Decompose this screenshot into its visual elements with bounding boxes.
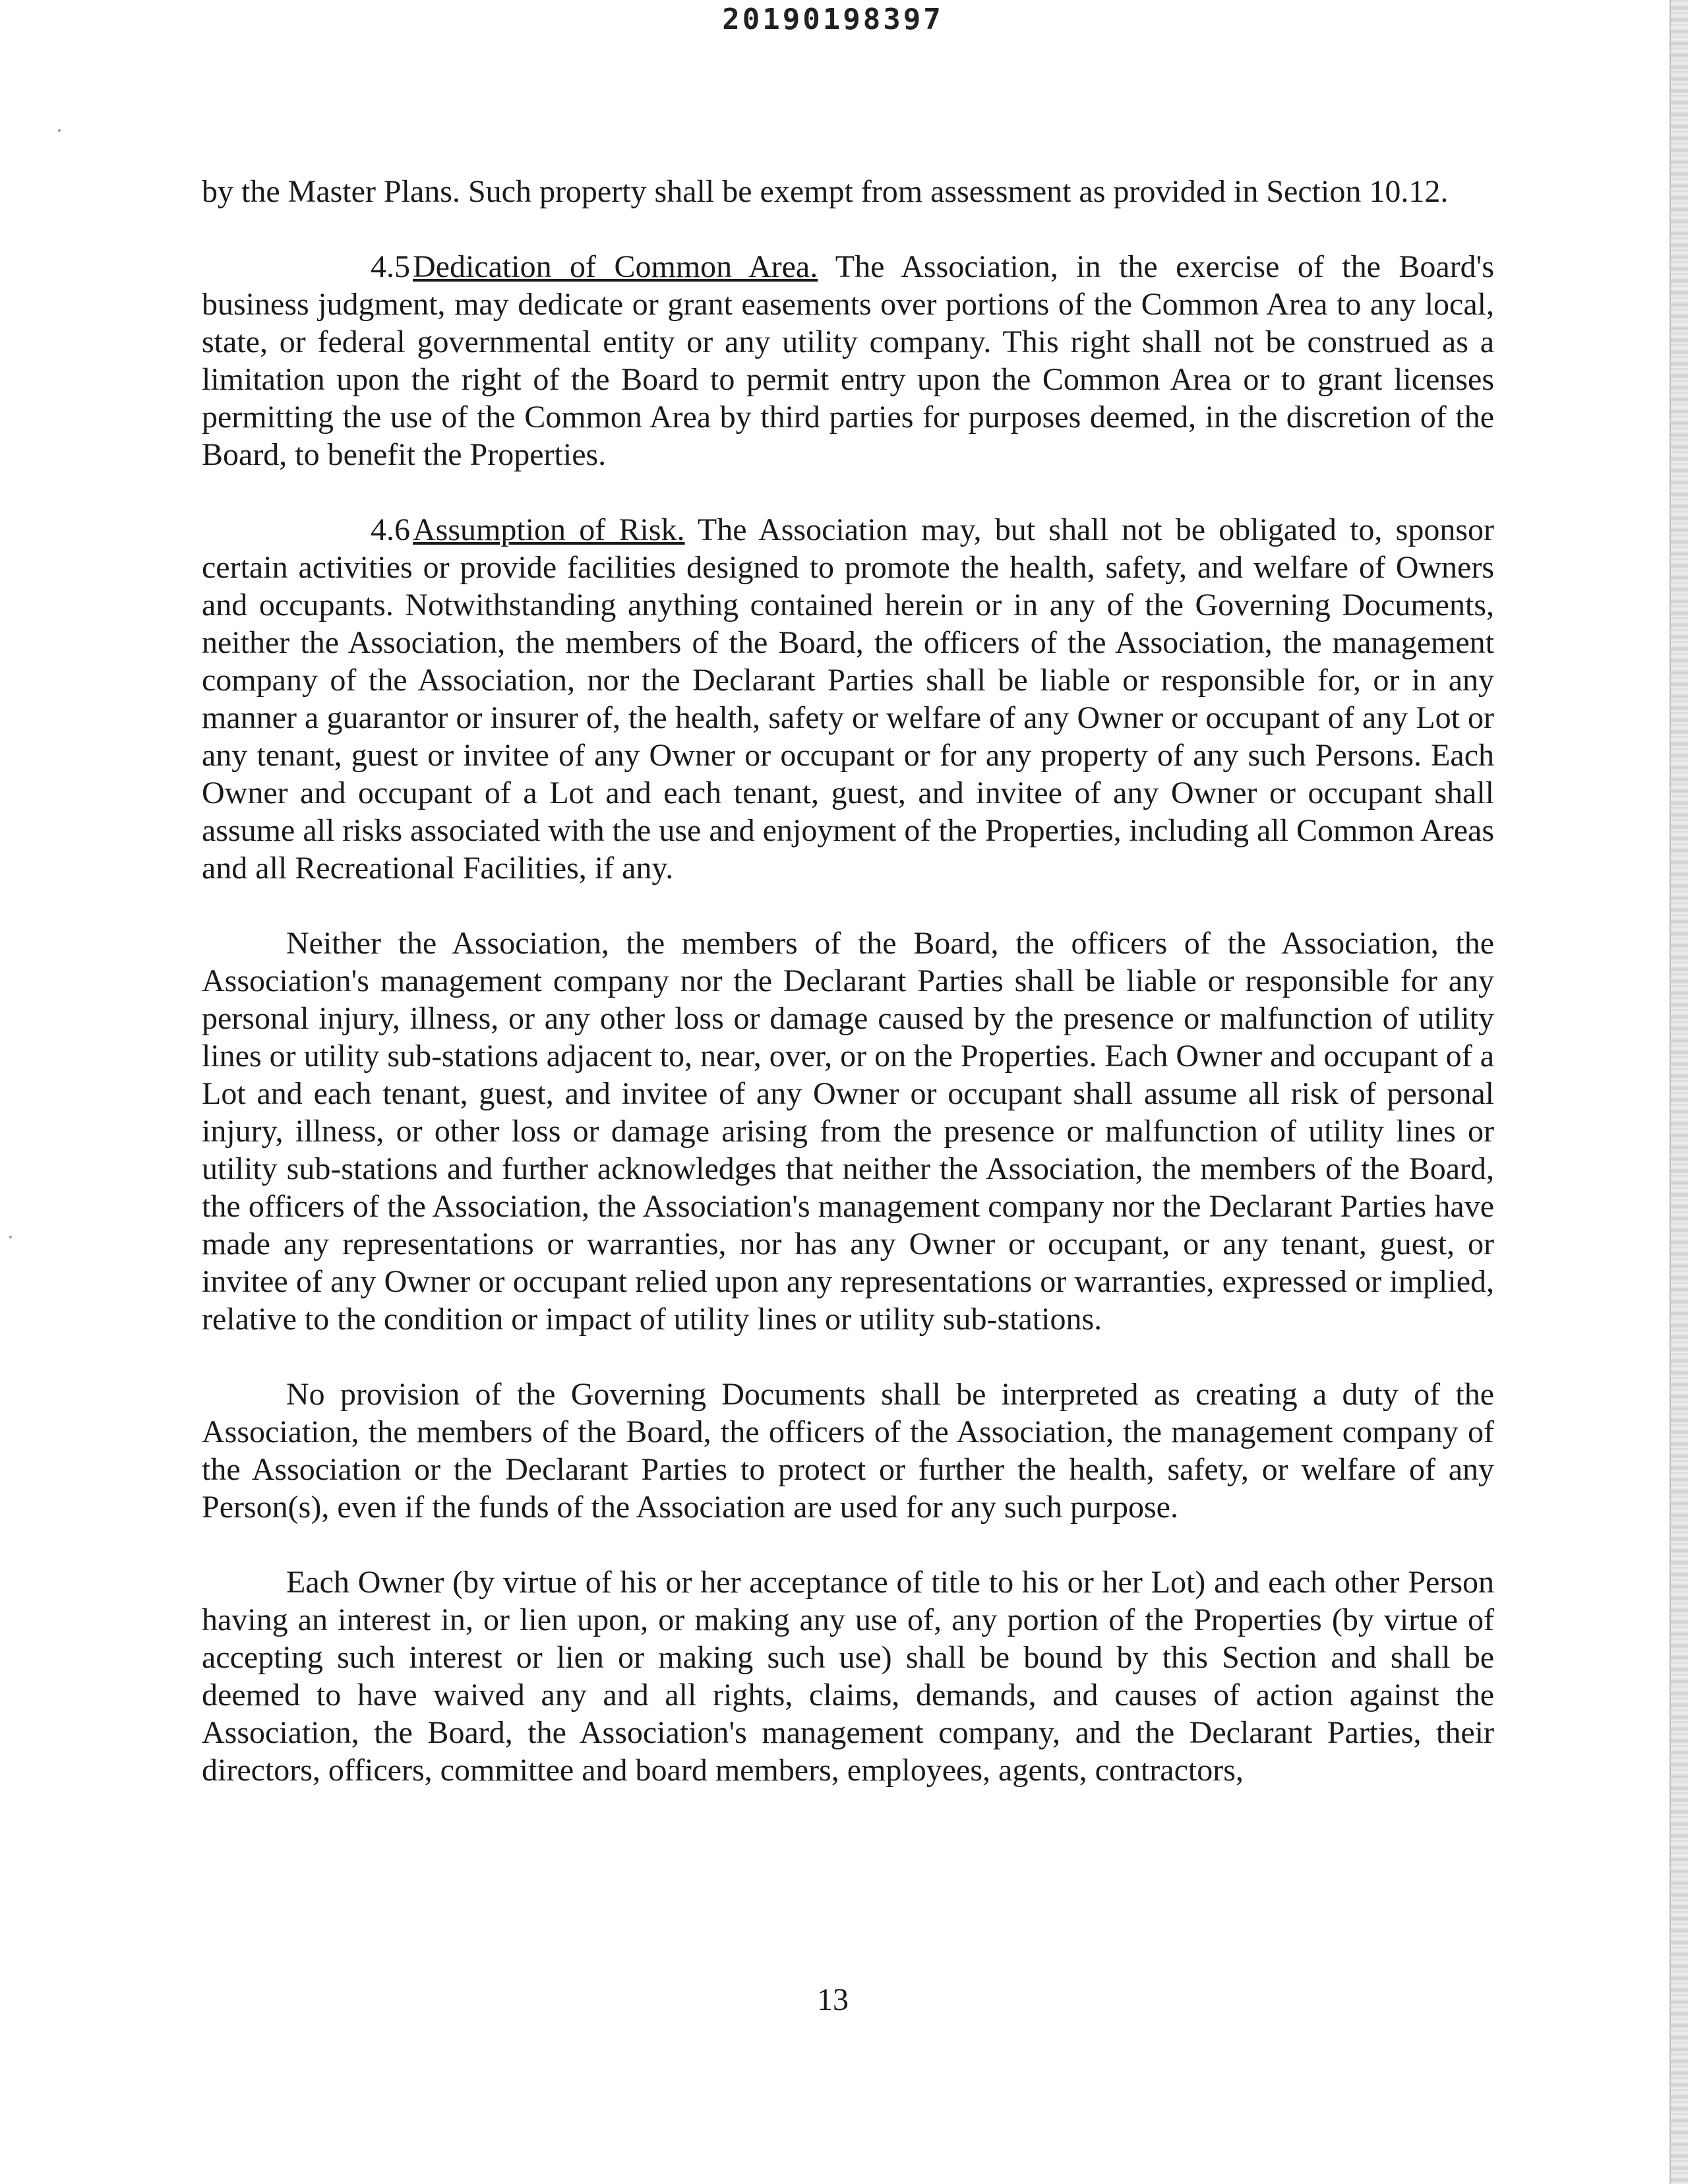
paragraph-text: Neither the Association, the members of the Board, the officers of the Association, the Association's management company nor the Declarant Parties shall be liable or responsible for any personal injury, illness, or any other loss or damage caused by the presence or malfunction of utility lines or utility sub-stations adjacent to, near, over, or on the Properties. Each Owner and occupant of a Lot and each tenant, guest, and invitee of any Owner or occupant shall assume all risk of personal injury, illness, or other loss or damage arising from the presence or malfunction of utility lines or utility sub-stations and further acknowledges that neither the Association, the members of the Board, the officers of the Association, the Association's management company nor the Declarant Parties have made any representations or warranties, nor has any Owner or occupant, or any tenant, guest, or invitee of any Owner or occupant relied upon any representations or warranties, expressed or implied, relative to the condition or impact of utility lines or utility sub-stations. bbox=[202, 926, 1494, 1337]
section-text: The Association may, but shall not be obligated to, sponsor certain activities or provide facilities designed to promote the health, safety, and welfare of Owners and occupants. Notwithstanding anything contained herein or in any of the Governing Documents, neither the Association, the members of the Board, the officers of the Association, the management company of the Association, nor the Declarant Parties shall be liable or responsible for, or in any manner a guarantor or insurer of, the health, safety or welfare of any Owner or occupant of any Lot or any tenant, guest or invitee of any Owner or occupant or for any property of any such Persons. Each Owner and occupant of a Lot and each tenant, guest, and invitee of any Owner or occupant shall assume all risks associated with the use and enjoyment of the Properties, including all Common Areas and all Recreational Facilities, if any. bbox=[202, 512, 1495, 886]
page-number: 13 bbox=[817, 1982, 849, 2017]
document-body bbox=[202, 173, 1494, 1827]
paragraph-text: by the Master Plans. Such property shall be exempt from assessment as provided in Section 10.12. bbox=[202, 174, 1449, 209]
paragraph-text: Each Owner (by virtue of his or her acceptance of title to his or her Lot) and each other Person having an interest in, or lien upon, or making any use of, any portion of the Properties (by virtue of accepting such interest or lien or making such use) shall be bound by this Section and shall be deemed to have waived any and all rights, claims, demands, and causes of action against the Association, the Board, the Association's management company, and the Declarant Parties, their directors, officers, committee and board members, employees, agents, contractors, bbox=[202, 1565, 1494, 1788]
paragraph-text: No provision of the Governing Documents shall be interpreted as creating a duty of the Association, the members of the Board, the officers of the Association, the management company of the Association or the Declarant Parties to protect or further the health, safety, or welfare of any Person(s), even if the funds of the Association are used for any such purpose. bbox=[202, 1377, 1494, 1525]
section-4-6 bbox=[202, 511, 1494, 887]
section-4-5 bbox=[202, 248, 1494, 473]
scanned-page-edge bbox=[1670, 0, 1688, 2184]
section-title: Assumption of Risk. bbox=[413, 512, 685, 547]
paragraph-waiver bbox=[202, 1563, 1494, 1789]
paragraph-continuation bbox=[202, 173, 1494, 210]
section-number: 4.6 bbox=[371, 512, 410, 547]
scan-speck bbox=[58, 129, 61, 132]
paragraph-utility-lines bbox=[202, 925, 1494, 1338]
paragraph-no-duty bbox=[202, 1376, 1494, 1526]
section-number: 4.5 bbox=[371, 249, 410, 284]
section-text: The Association, in the exercise of the Board's business judgment, may dedicate or grant easements over portions of the Common Area to any local, state, or federal governmental entity or any utility company. This right shall not be construed as a limitation upon the right of the Board to permit entry upon the Common Area or to grant licenses permitting the use of the Common Area by third parties for purposes deemed, in the discretion of the Board, to benefit the Properties. bbox=[202, 249, 1495, 472]
document-number: 20190198397 bbox=[722, 3, 944, 36]
section-title: Dedication of Common Area. bbox=[413, 249, 818, 284]
scan-speck bbox=[9, 1236, 12, 1238]
